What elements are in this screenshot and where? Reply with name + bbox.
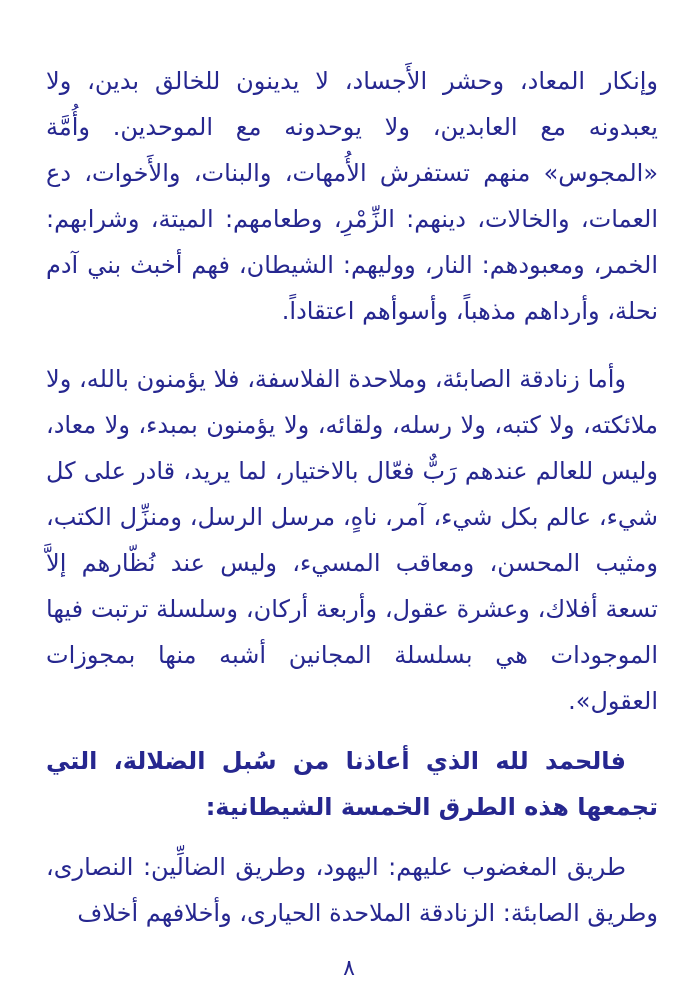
paragraph-4: طريق المغضوب عليهم: اليهود، وطريق الضالِّين: النصارى، وطريق الصابئة: الزنادقة الملاحدة الحيارى، وأخلافهم أخلاف [46,853,658,927]
paragraph-1: وإنكار المعاد، وحشر الأَجساد، لا يدينون للخالق بدين، ولا يعبدونه مع العابدين، ولا يوحدونه مع الموحدين. وأُمَّة «المجوس» منهم تستفرش الأُمهات، والبنات، والأَخوات، دع العمات، والخالات، دينهم: الزِّمْرِ، وطعامهم: الميتة، وشرابهم: الخمر، ومعبودهم: النار، ووليهم: الشيطان، فهم أخبث بني آدم نحلة، وأرداهم مذهباً، وأسوأهم اعتقاداً. [46,67,658,325]
paragraph-3: فالحمد لله الذي أعاذنا من سُبل الضلالة، التي تجمعها هذه الطرق الخمسة الشيطانية: [46,747,658,821]
paragraph-2: وأما زنادقة الصابئة، وملاحدة الفلاسفة، فلا يؤمنون بالله، ولا ملائكته، ولا كتبه، ولا رسله، ولقائه، ولا يؤمنون بمبدء، ولا معاد، وليس للعالم عندهم رَبٌّ فعّال بالاختيار، لما يريد، قادر على كل شيء، عالم بكل شيء، آمر، ناهٍ، مرسل الرسل، ومنزِّل الكتب، ومثيب المحسن، ومعاقب المسيء، وليس عند نُظّارهم إلاَّ تسعة أفلاك، وعشرة عقول، وأربعة أركان، وسلسلة ترتبت فيها الموجودات هي بسلسلة المجانين أشبه منها بمجوزات العقول». [46,365,658,715]
page-number: ٨ [343,956,355,981]
body-text [46,58,658,936]
